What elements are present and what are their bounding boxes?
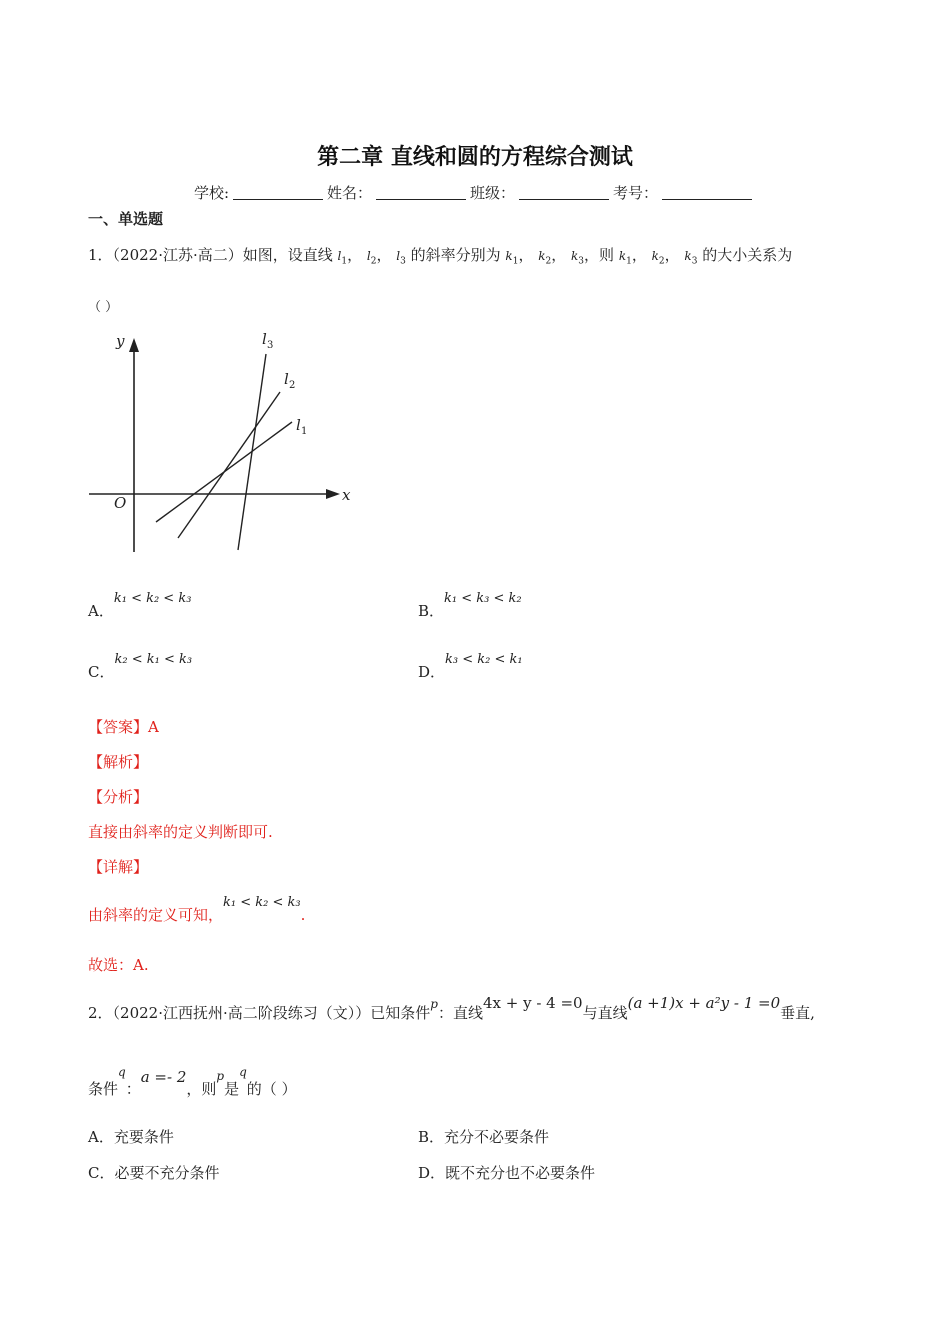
option-text: 既不充分也不必要条件 [445, 1164, 596, 1182]
line-l2 [178, 392, 280, 538]
l2-sub: 2 [289, 380, 296, 391]
option-expr: k₂ < k₁ < k₃ [114, 652, 193, 667]
line-l3 [238, 354, 266, 550]
class-blank [519, 185, 609, 200]
q2-option-d[interactable] [418, 1162, 595, 1183]
q1-detail-line [88, 895, 306, 925]
q1-l2: $l_2$ [366, 249, 377, 267]
q2-cond: 条件 [88, 1080, 119, 1098]
q1-k1: $k_1$ [505, 249, 519, 267]
q1-conclusion: 故选：A. [88, 956, 149, 974]
q2-condition [88, 1065, 297, 1099]
id-blank [662, 185, 752, 200]
q2-is: 是 [224, 1080, 240, 1098]
q1-l3: $l_3$ [396, 249, 406, 267]
q2-colon-line: ：直线 [437, 1004, 483, 1022]
y-axis-arrow [129, 338, 139, 352]
q1-answer: 【答案】A [88, 718, 159, 736]
q2-stem-prefix: 2．（2022·江西抚州·高二阶段练习（文））已知条件 [88, 1004, 431, 1022]
option-letter: C． [88, 663, 115, 681]
option-letter: D． [418, 663, 446, 681]
q1-analysis-label: 【解析】 [88, 753, 149, 771]
q1-k3b: $k_3$ [684, 249, 698, 267]
q2-p2: p [216, 1069, 225, 1083]
class-label: 班级： [470, 184, 516, 202]
q2-option-c[interactable] [88, 1162, 220, 1183]
option-text: 充分不必要条件 [444, 1128, 550, 1146]
q1-l1: $l_1$ [337, 249, 348, 267]
option-letter: C． [88, 1164, 115, 1182]
q2-eq2: (a +1)x + a²y - 1 =0 [627, 994, 781, 1012]
q1-k3: $k_3$ [571, 249, 585, 267]
l2-label: l [284, 370, 289, 388]
q1-option-d[interactable] [418, 652, 523, 682]
y-label: y [116, 332, 125, 350]
q1-k2: $k_2$ [538, 249, 552, 267]
q1-fenxi-label: 【分析】 [88, 788, 149, 806]
id-label: 考号： [613, 184, 659, 202]
option-letter: B． [418, 602, 445, 620]
school-label: 学校: [193, 184, 229, 202]
q1-paren: （ ） [88, 300, 119, 315]
q1-k1b: $k_1$ [618, 249, 632, 267]
q2-then: ，则 [186, 1080, 217, 1098]
student-info-line [0, 182, 950, 203]
q2-eq1: 4x + y - 4 =0 [482, 994, 583, 1012]
q2-of: 的（ ） [246, 1080, 297, 1098]
l1-label: l [296, 416, 301, 434]
option-expr: k₁ < k₃ < k₂ [444, 591, 522, 606]
q1-option-b[interactable] [418, 591, 522, 621]
option-letter: A． [88, 1128, 114, 1146]
q1-mid-text: 的斜率分别为 [410, 246, 501, 264]
q2-perp: 垂直, [780, 1004, 815, 1022]
q1-figure [86, 330, 366, 560]
q1-detail-expr: k₁ < k₂ < k₃ [223, 895, 301, 910]
q1-end-text: 的大小关系为 [702, 246, 793, 264]
option-text: 充要条件 [113, 1128, 174, 1146]
q2-option-a[interactable] [88, 1126, 174, 1147]
name-label: 姓名： [327, 184, 373, 202]
q2-q: q [118, 1065, 126, 1079]
option-letter: B． [418, 1128, 445, 1146]
option-letter: D． [418, 1164, 446, 1182]
q1-fenxi-text: 直接由斜率的定义判断即可. [88, 823, 273, 841]
q1-option-a[interactable] [88, 591, 192, 621]
l1-sub: 1 [301, 426, 308, 437]
q1-detail-end: . [300, 906, 306, 924]
q1-detail-label: 【详解】 [88, 858, 149, 876]
page-title: 第二章 直线和圆的方程综合测试 [317, 145, 633, 170]
q2-p: p [430, 997, 438, 1011]
x-label: x [342, 486, 351, 504]
option-expr: k₃ < k₂ < k₁ [445, 652, 523, 667]
section-heading: 一、单选题 [88, 210, 164, 228]
x-axis-arrow [326, 489, 340, 499]
l3-label: l [262, 330, 267, 348]
q2-with-line: 与直线 [582, 1004, 628, 1022]
q2-option-b[interactable] [418, 1126, 549, 1147]
option-letter: A． [88, 602, 114, 620]
q1-stem: 1．（2022·江苏·高二）如图，设直线 $l_1$， $l_2$， $l_3$ 的斜率分别为 $k_1$， $k_2$， $k_3$，则 $k_1$， $k_2$， $k_3$ 的大小关系为 [88, 246, 793, 267]
q2-stem [88, 994, 815, 1023]
q2-q2: q [239, 1065, 247, 1079]
option-expr: k₁ < k₂ < k₃ [113, 591, 192, 606]
name-blank [376, 185, 466, 200]
q1-then: ，则 [584, 246, 615, 264]
school-blank [233, 185, 323, 200]
q1-k2b: $k_2$ [651, 249, 665, 267]
q1-stem-prefix: 1．（2022·江苏·高二）如图，设直线 [88, 246, 333, 264]
q1-detail-text: 由斜率的定义可知， [88, 906, 224, 924]
l3-sub: 3 [267, 340, 274, 351]
q2-a-val: a =- 2 [140, 1068, 187, 1086]
q1-option-c[interactable] [88, 652, 193, 682]
option-text: 必要不充分条件 [114, 1164, 220, 1182]
origin-label: O [114, 494, 127, 512]
q2-colon: ： [125, 1080, 141, 1098]
